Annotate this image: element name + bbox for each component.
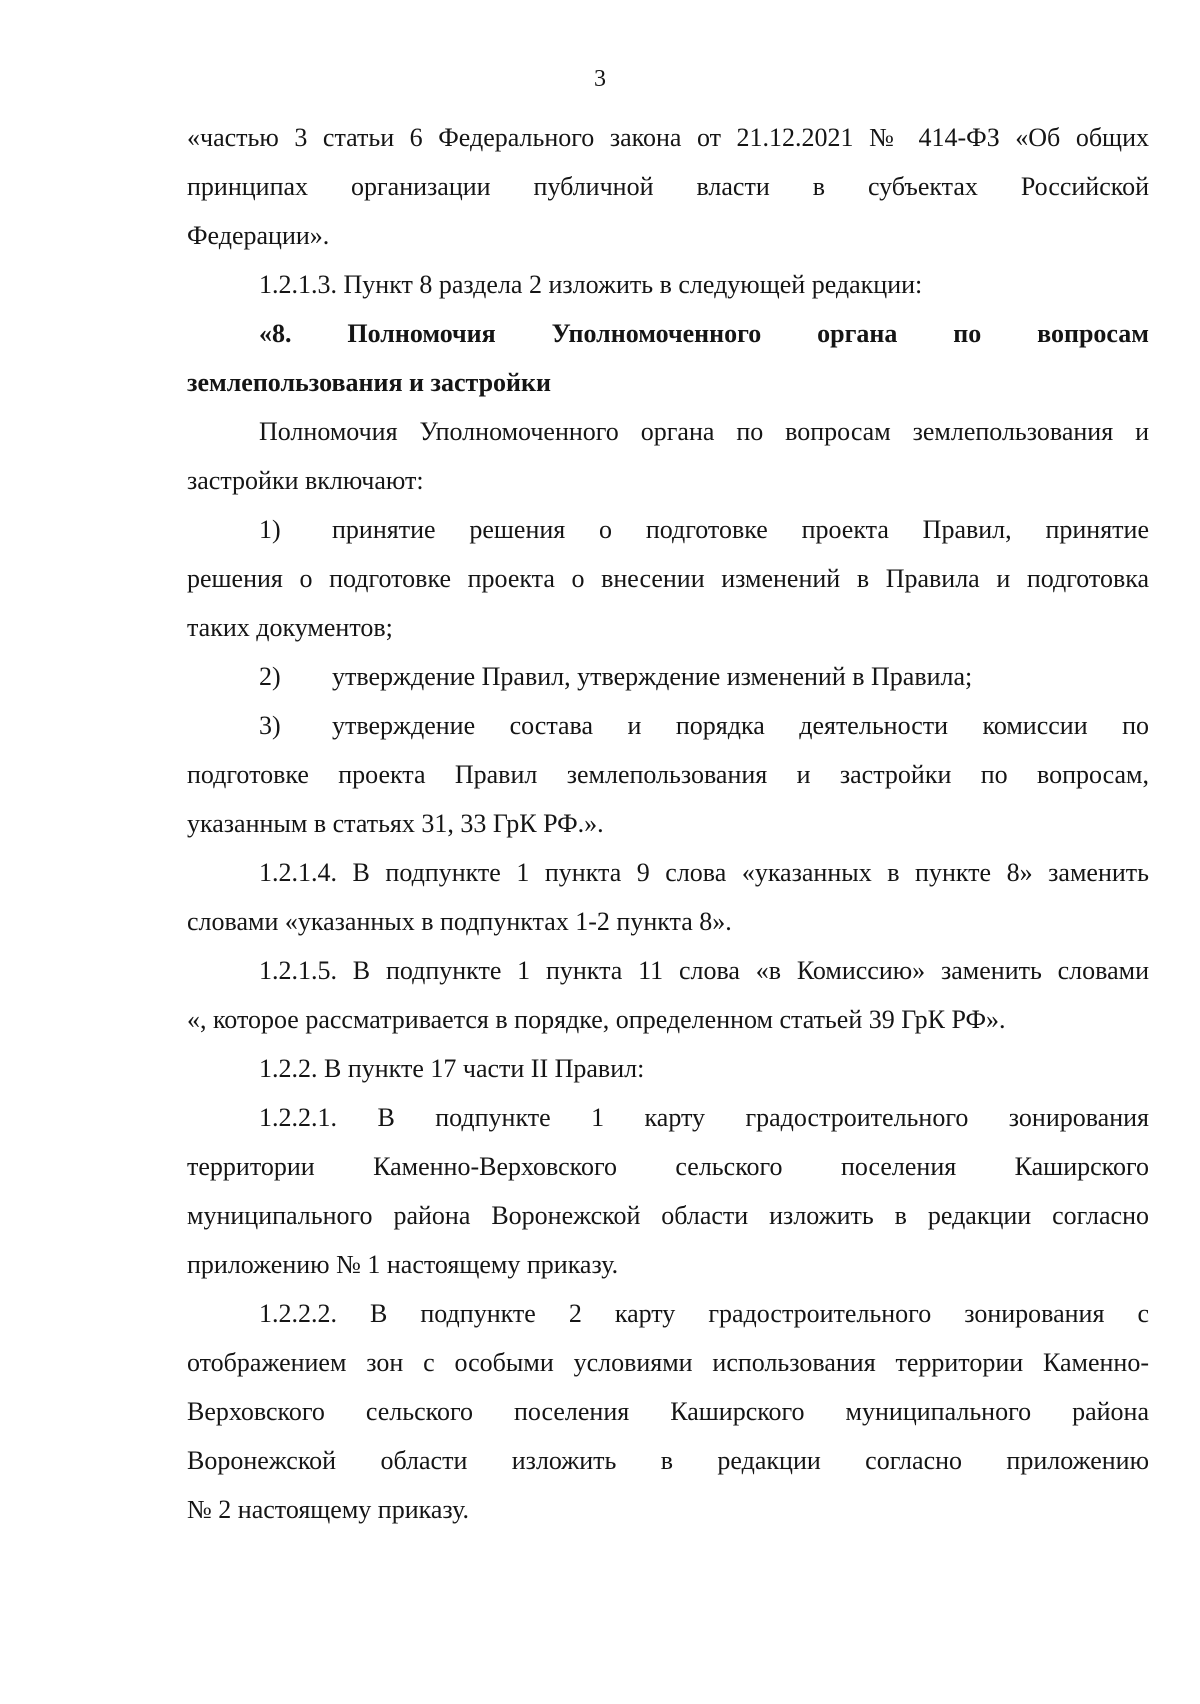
paragraph-intro <box>187 407 1149 505</box>
text-line: Верховского сельского поселения Каширского муниципального района <box>187 1397 1149 1426</box>
text-line: утверждение состава и порядка деятельности комиссии по <box>332 711 1149 740</box>
paragraph-1-2-2-1 <box>187 1093 1149 1289</box>
text-line: 1.2.1.4. В подпункте 1 пункта 9 слова «указанных в пункте 8» заменить <box>259 858 1149 887</box>
paragraph-1-2-1-4 <box>187 848 1149 946</box>
text-line: 1.2.2.1. В подпункте 1 карту градостроительного зонирования <box>259 1103 1149 1132</box>
text-line: принятие решения о подготовке проекта Правил, принятие <box>332 515 1149 544</box>
text-line: «, которое рассматривается в порядке, определенном статьей 39 ГрК РФ». <box>187 1005 1006 1034</box>
text-line: словами «указанных в подпунктах 1-2 пункта 8». <box>187 907 732 936</box>
text-line: муниципального района Воронежской области изложить в редакции согласно <box>187 1201 1149 1230</box>
paragraph-1-2-1-3 <box>187 260 1149 309</box>
paragraph-1-2-2-2 <box>187 1289 1149 1534</box>
paragraph-1-2-1-5 <box>187 946 1149 1044</box>
document-body <box>187 113 1149 1534</box>
text-line: «8. Полномочия Уполномоченного органа по вопросам <box>259 319 1149 348</box>
text-line: указанным в статьях 31, 33 ГрК РФ.». <box>187 809 604 838</box>
text-line: подготовке проекта Правил землепользования и застройки по вопросам, <box>187 760 1149 789</box>
list-item-3 <box>187 701 1149 848</box>
section-8-heading <box>187 309 1149 407</box>
page-number: 3 <box>594 66 606 92</box>
text-line: Федерации». <box>187 221 330 250</box>
list-item-number: 1) <box>259 515 281 544</box>
paragraph-1-2-2 <box>187 1044 1149 1093</box>
text-line: 1.2.2.2. В подпункте 2 карту градостроительного зонирования с <box>259 1299 1149 1328</box>
text-line: Воронежской области изложить в редакции согласно приложению <box>187 1446 1149 1475</box>
text-line: «частью 3 статьи 6 Федерального закона от 21.12.2021 № 414-ФЗ «Об общих <box>187 123 1149 152</box>
text-line: 1.2.2. В пункте 17 части II Правил: <box>259 1054 645 1083</box>
list-item-number: 3) <box>259 711 281 740</box>
text-line: принципах организации публичной власти в субъектах Российской <box>187 172 1149 201</box>
text-line: землепользования и застройки <box>187 368 551 397</box>
text-line: утверждение Правил, утверждение изменений в Правила; <box>332 662 973 691</box>
text-line: отображением зон с особыми условиями использования территории Каменно- <box>187 1348 1149 1377</box>
text-line: 1.2.1.3. Пункт 8 раздела 2 изложить в следующей редакции: <box>259 270 923 299</box>
text-line: застройки включают: <box>187 466 424 495</box>
paragraph-continuation <box>187 113 1149 260</box>
text-line: таких документов; <box>187 613 393 642</box>
text-line: 1.2.1.5. В подпункте 1 пункта 11 слова «в Комиссию» заменить словами <box>259 956 1149 985</box>
list-item-1 <box>187 505 1149 652</box>
list-item-2 <box>187 652 1149 701</box>
text-line: Полномочия Уполномоченного органа по вопросам землепользования и <box>259 417 1149 446</box>
text-line: № 2 настоящему приказу. <box>187 1495 470 1524</box>
text-line: приложению № 1 настоящему приказу. <box>187 1250 619 1279</box>
text-line: территории Каменно-Верховского сельского поселения Каширского <box>187 1152 1149 1181</box>
text-line: решения о подготовке проекта о внесении изменений в Правила и подготовка <box>187 564 1149 593</box>
list-item-number: 2) <box>259 662 281 691</box>
